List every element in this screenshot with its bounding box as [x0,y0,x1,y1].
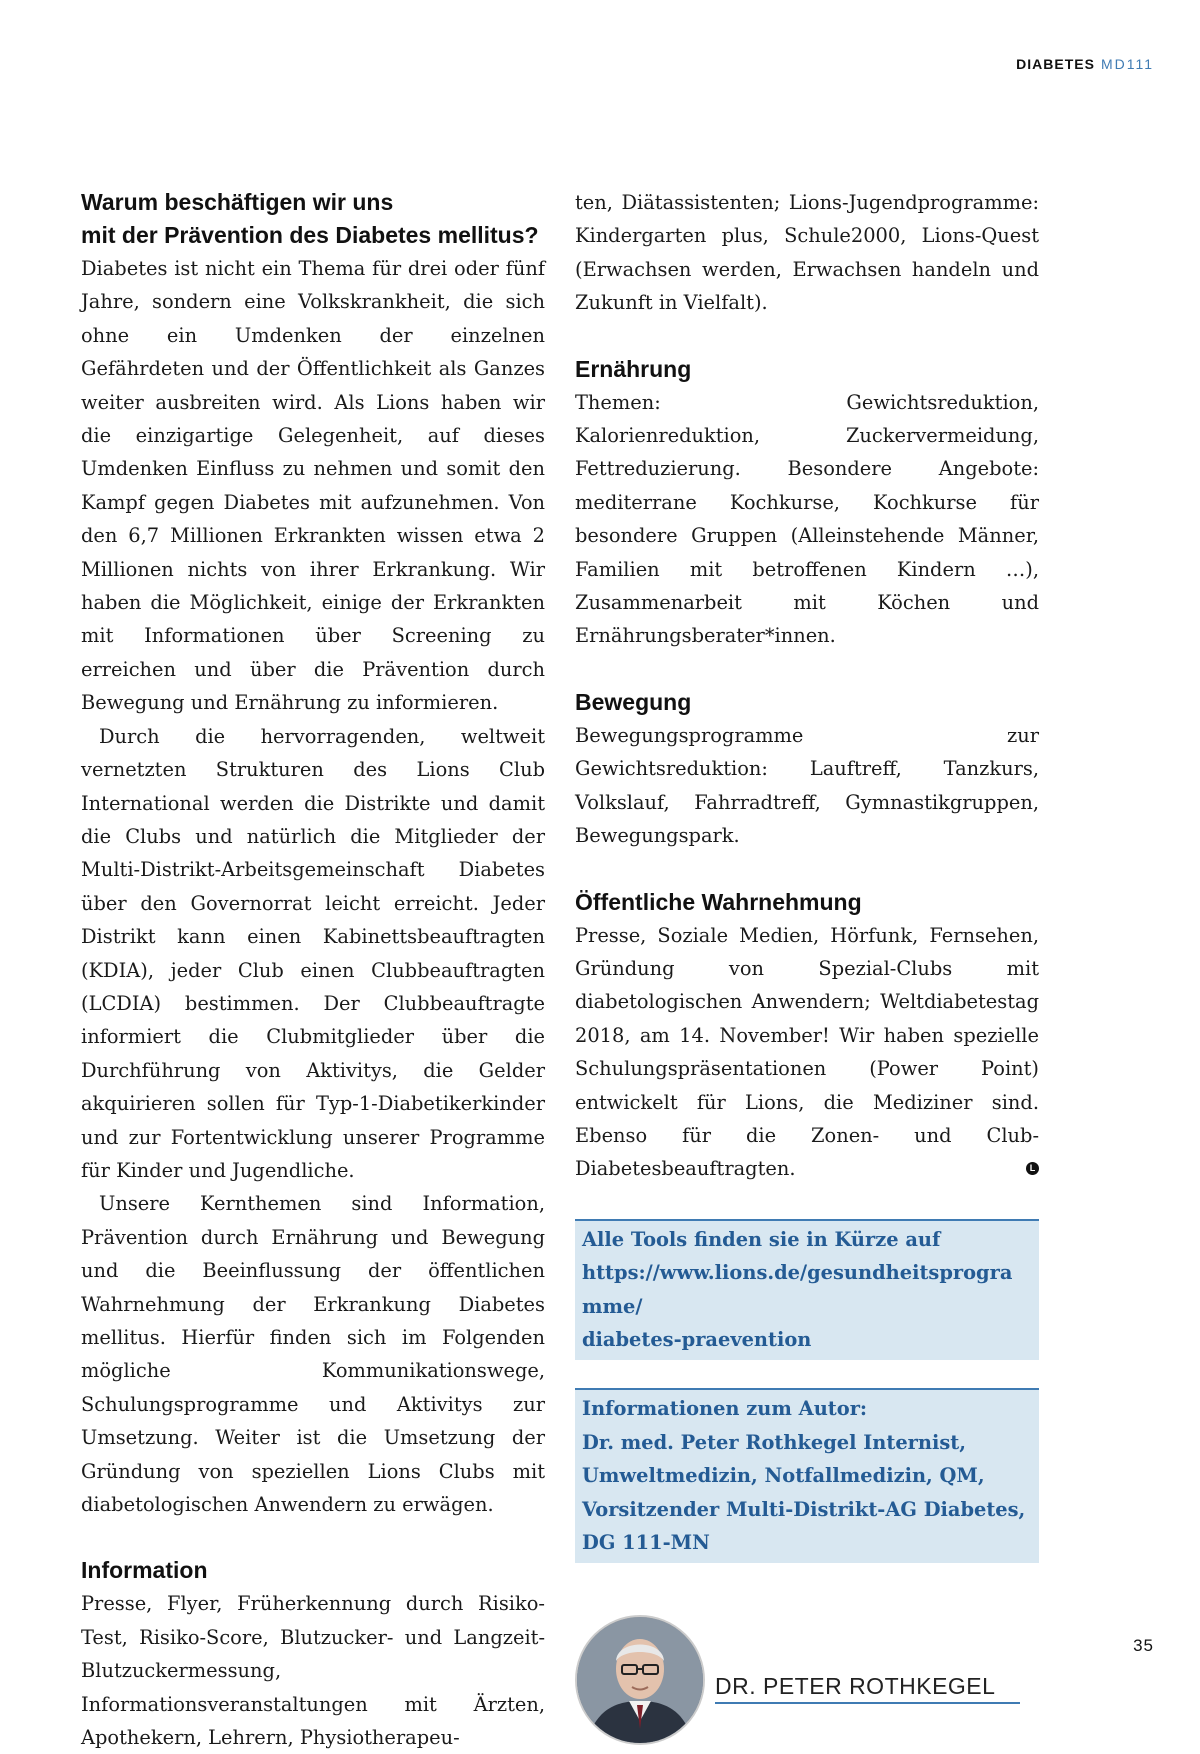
oeffentliche-wahrnehmung-text [575,919,1039,1186]
author-info-line4: DG 111-MN [582,1531,710,1554]
article-heading [81,186,545,252]
section-title: DIABETES [1016,56,1095,72]
left-column [81,186,545,1754]
author-info-line2: Umweltmedizin, Notfallmedizin, QM, [582,1464,985,1488]
ernaehrung-text: Themen: Gewichtsreduktion, Kalorienreduktion, Zuckervermeidung, Fettreduzierung. Besondere Angebote: mediterrane Kochkurse, Kochkurse für besondere Gruppen (Alleinstehende Männer, Familien mit betroffenen Kindern …), Zusammenarbeit mit Köchen und Ernährungsberater*innen. [575,390,1039,648]
portrait-illustration-icon [577,1617,703,1743]
author-info-box [575,1388,1039,1563]
page-number: 35 [1133,1636,1154,1655]
information-text: Presse, Flyer, Früherkennung durch Risiko-Test, Risiko-Score, Blutzucker- und Langzeit-Blutzuckermessung, Informationsveranstaltungen mit Ärzten, Apothekern, Lehrern, Physiotherapeu- [81,1592,545,1750]
author-info-line1: Dr. med. Peter Rothkegel Internist, [582,1430,966,1454]
article-heading-line1: Warum beschäftigen wir uns [81,189,394,215]
ernaehrung-heading: Ernährung [575,355,692,382]
information-heading: Information [81,1557,208,1584]
paragraph-structures: Durch die hervorragenden, weltweit vernetzten Strukturen des Lions Club International werden die Distrikte und damit die Clubs und natürlich die Mitglieder der Multi-Distrikt-Arbeitsgemeinschaft Diabetes über den Governorrat leicht erreicht. Jeder Distrikt kann einen Kabinettsbeauftragten (KDIA), jeder Club einen Clubbeauftragten (LCDIA) bestimmen. Der Clubbeauftragte informiert die Clubmitglieder über die Durchführung von Aktivitys, die Gelder akquirieren sollen für Typ-1-Diabetikerkinder und zur Fortentwicklung unserer Programme für Kinder und Jugendliche. [81,724,545,1182]
bewegung-heading: Bewegung [575,688,692,715]
oeffentliche-wahrnehmung-heading: Öffentliche Wahrnehmung [575,888,862,915]
author-name: DR. PETER ROTHKEGEL [715,1673,1020,1704]
continuation-text: ten, Diätassistenten; Lions-Jugendprogramme: Kindergarten plus, Schule2000, Lions-Quest (Erwachsen werden, Erwachsen handeln und Zukunft in Vielfalt). [575,191,1039,315]
district-code: MD111 [1100,56,1154,72]
author-portrait [575,1615,705,1745]
tools-text: Alle Tools finden sie in Kürze auf [582,1227,941,1251]
tools-info-box [575,1219,1039,1361]
lions-end-mark-icon: L [1026,1162,1039,1175]
right-column [575,186,1039,1745]
author-info-label: Informationen zum Autor: [582,1397,868,1421]
paragraph-core-topics: Unsere Kernthemen sind Information, Prävention durch Ernährung und Bewegung und die Beeinflussung der öffentlichen Wahrnehmung der Erkrankung Diabetes mellitus. Hierfür finden sich im Folgenden mögliche Kommunikationswege, Schulungsprogramme und Aktivitys zur Umsetzung. Weiter ist die Umsetzung der Gründung von speziellen Lions Clubs mit diabetologischen Anwendern zu erwägen. [81,1192,545,1517]
author-block [575,1615,1039,1745]
article-heading-line2: mit der Prävention des Diabetes mellitus? [81,222,539,248]
paragraph-intro: Diabetes ist nicht ein Thema für drei oder fünf Jahre, sondern eine Volkskrankheit, die sich ohne ein Umdenken der einzelnen Gefährdeten und der Öffentlichkeit als Ganzes weiter ausbreiten wird. Als Lions haben wir die einzigartige Gelegenheit, auf dieses Umdenken Einfluss zu nehmen und somit den Kampf gegen Diabetes mit aufzunehmen. Von den 6,7 Millionen Erkrankten wissen etwa 2 Millionen nichts von ihrer Erkrankung. Wir haben die Möglichkeit, einige der Erkrankten mit Informationen über Screening zu erreichen und über die Prävention durch Bewegung und Ernährung zu informieren. [81,257,545,715]
author-info-line3: Vorsitzender Multi-Distrikt-AG Diabetes, [582,1497,1026,1521]
tools-link-line2[interactable]: diabetes-praevention [582,1327,812,1351]
bewegung-text: Bewegungsprogramme zur Gewichtsreduktion: Lauftreff, Tanzkurs, Volkslauf, Fahrradtreff, Gymnastikgruppen, Bewegungspark. [575,723,1039,848]
oeffentliche-wahrnehmung-body: Presse, Soziale Medien, Hörfunk, Fernsehen, Gründung von Spezial-Clubs mit diabetologischen Anwendern; Weltdiabetestag 2018, am 14. November! Wir haben spezielle Schulungspräsentationen (Power Point) entwickelt für Lions, die Mediziner sind. Ebenso für die Zonen- und Club-Diabetesbeauftragten. [575,923,1039,1181]
tools-link-line1[interactable]: https://www.lions.de/gesundheitsprogramme/ [582,1261,1013,1318]
running-header [1016,56,1154,72]
